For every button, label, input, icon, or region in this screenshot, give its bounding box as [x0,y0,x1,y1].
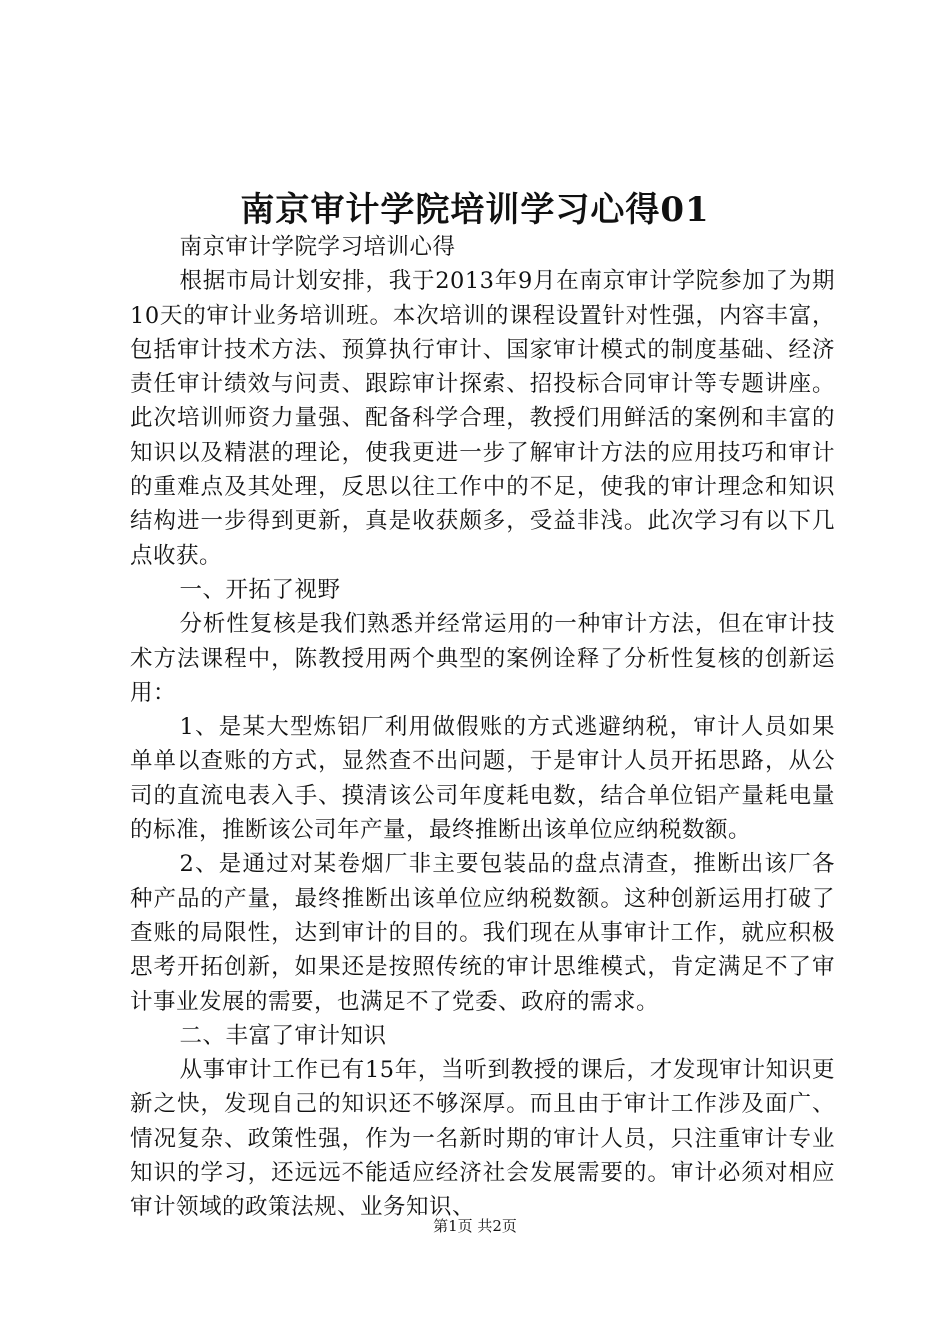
paragraph-knowledge: 从事审计工作已有15年，当听到教授的课后，才发现审计知识更新之快，发现自己的知识还不够深厚。而且由于审计工作涉及面广、情况复杂、政策性强，作为一名新时期的审计人员，只注重审计专业知识的学习，还远远不能适应经济社会发展需要的。审计必须对相应审计领域的政策法规、业务知识、 [130,1057,835,1221]
page-footer: 第1页 共2页 [433,1217,517,1235]
section-heading-2: 二、丰富了审计知识 [179,1022,387,1049]
document-title: 南京审计学院培训学习心得01 [240,190,710,230]
section-heading-1: 一、开拓了视野 [179,576,341,603]
paragraph-case-1: 1、是某大型炼铝厂利用做假账的方式逃避纳税，审计人员如果单单以查账的方式，显然查不出问题，于是审计人员开拓思路，从公司的直流电表入手、摸清该公司年度耗电数，结合单位铝产量耗电量的标准，推断该公司年产量，最终推断出该单位应纳税数额。 [130,714,835,844]
document-body [130,230,835,1225]
paragraph-case-2: 2、是通过对某卷烟厂非主要包装品的盘点清查，推断出该厂各种产品的产量，最终推断出该单位应纳税数额。这种创新运用打破了查账的局限性，达到审计的目的。我们现在从事审计工作，就应积极思考开拓创新，如果还是按照传统的审计思维模式，肯定满足不了审计事业发展的需要，也满足不了党委、政府的需求。 [130,851,835,1015]
paragraph-subtitle: 南京审计学院学习培训心得 [179,234,456,260]
paragraph-intro: 根据市局计划安排，我于2013年9月在南京审计学院参加了为期10天的审计业务培训班。本次培训的课程设置针对性强，内容丰富，包括审计技术方法、预算执行审计、国家审计模式的制度基础、经济责任审计绩效与问责、跟踪审计探索、招投标合同审计等专题讲座。此次培训师资力量强、配备科学合理，教授们用鲜活的案例和丰富的知识以及精湛的理论，使我更进一步了解审计方法的应用技巧和审计的重难点及其处理，反思以往工作中的不足，使我的审计理念和知识结构进一步得到更新，真是收获颇多，受益非浅。此次学习有以下几点收获。 [130,268,835,569]
paragraph-analysis: 分析性复核是我们熟悉并经常运用的一种审计方法，但在审计技术方法课程中，陈教授用两个典型的案例诠释了分析性复核的创新运用： [130,611,835,706]
